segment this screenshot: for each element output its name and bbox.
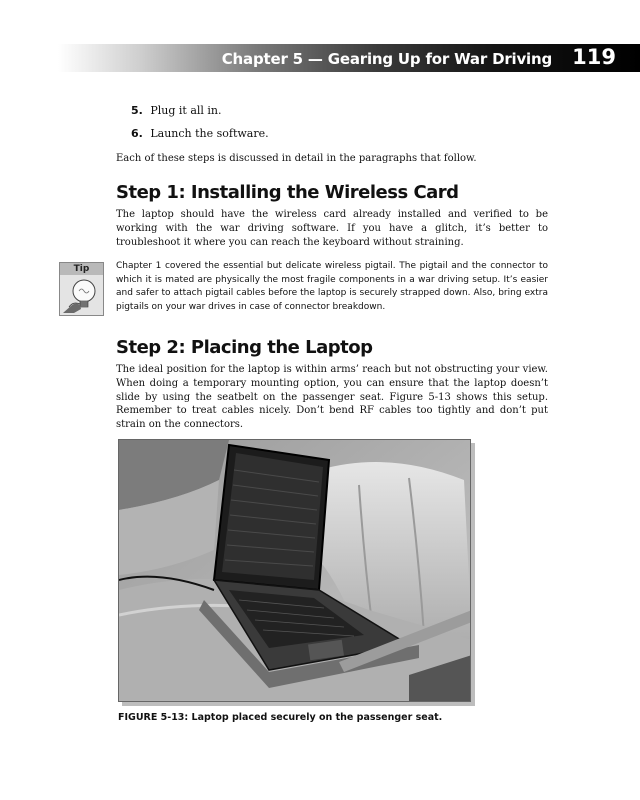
step2-paragraph: The ideal position for the laptop is within arms’ reach but not obstructing your view. When doing a temporary mounting option, you can ensure that the laptop doesn’t slide by using the seatbelt on the passenger seat. Figure 5-13 shows this setup. Remember to treat cables nicely. Don’t bend RF cables too tightly and don’t put strain on the connectors.	[116, 364, 548, 431]
list-item	[131, 127, 269, 141]
step-number: 5.	[131, 104, 143, 117]
step1-heading: Step 1: Installing the Wireless Card	[116, 182, 459, 203]
step-text: Launch the software.	[150, 127, 269, 140]
step-number: 6.	[131, 127, 143, 140]
tip-label: Tip	[60, 263, 103, 275]
figure-caption: FIGURE 5-13: Laptop placed securely on the passenger seat.	[118, 712, 443, 723]
step1-paragraph: The laptop should have the wireless card already installed and verified to be working with the war driving software. If you have a glitch, it’s better to troubleshoot it where you can reach the keyboard without straining.	[116, 209, 548, 248]
lightbulb-icon	[60, 275, 103, 315]
laptop-seat-photo	[119, 440, 471, 702]
step2-heading: Step 2: Placing the Laptop	[116, 337, 373, 358]
chapter-title: Chapter 5 — Gearing Up for War Driving	[221, 50, 552, 68]
step-list	[131, 104, 269, 150]
tip-badge	[59, 262, 104, 316]
tip-text: Chapter 1 covered the essential but delicate wireless pigtail. The pigtail and the connector to which it is mated are physically the most fragile components in a war driving setup. It’s easier and safer to attach pigtail cables before the laptop is securely strapped down. Also, bring extra pigtails on your war drives in case of connector breakdown.	[116, 261, 548, 312]
intro-paragraph: Each of these steps is discussed in detail in the paragraphs that follow.	[116, 153, 477, 164]
running-header	[58, 44, 640, 72]
step-text: Plug it all in.	[150, 104, 222, 117]
figure-photo	[118, 439, 471, 702]
page-number: 119	[572, 45, 616, 69]
list-item	[131, 104, 269, 118]
